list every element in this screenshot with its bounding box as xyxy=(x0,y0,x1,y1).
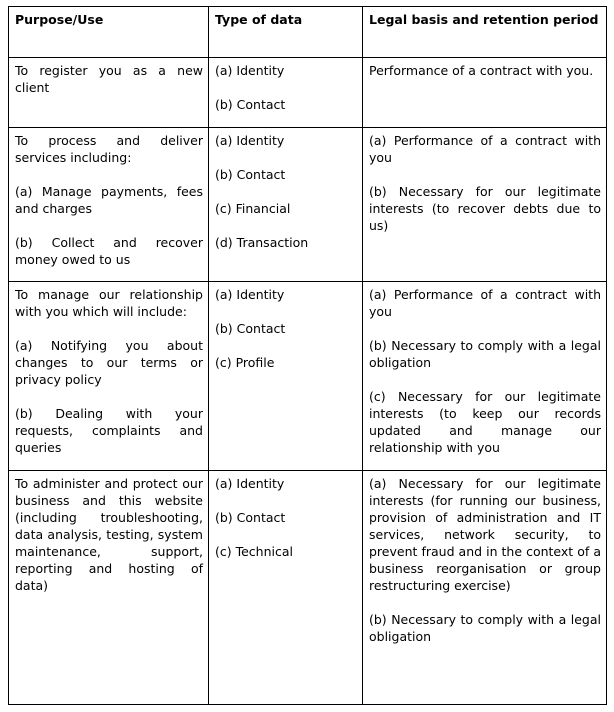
paragraph: (c) Profile xyxy=(215,355,275,370)
paragraph: (a) Performance of a contract with you xyxy=(369,133,601,165)
column-header-purpose: Purpose/Use xyxy=(9,7,209,58)
paragraph: (b) Dealing with your requests, complaints and queries xyxy=(15,406,203,455)
paragraph: (a) Notifying you about changes to our terms or privacy policy xyxy=(15,338,203,387)
cell-purpose xyxy=(9,128,209,282)
paragraph: To administer and protect our business and this website (including troubleshooting, data analysis, testing, system maintenance, support, reporting and hosting of data) xyxy=(15,476,203,593)
cell-legal-basis xyxy=(363,58,607,128)
paragraph: (a) Identity xyxy=(215,287,285,302)
table-row xyxy=(9,58,607,128)
paragraph: (c) Technical xyxy=(215,544,293,559)
cell-type-of-data xyxy=(209,282,363,471)
paragraph: (a) Manage payments, fees and charges xyxy=(15,184,203,216)
paragraph: (b) Contact xyxy=(215,167,286,182)
paragraph: (b) Contact xyxy=(215,97,286,112)
paragraph: To register you as a new client xyxy=(15,63,203,95)
paragraph: (b) Necessary to comply with a legal obligation xyxy=(369,612,601,644)
paragraph: (b) Contact xyxy=(215,510,286,525)
table-row xyxy=(9,128,607,282)
cell-purpose xyxy=(9,58,209,128)
paragraph: (c) Necessary for our legitimate interests (to keep our records updated and manage our relationship with you xyxy=(369,389,601,455)
data-processing-table xyxy=(8,6,607,705)
paragraph: (b) Necessary to comply with a legal obligation xyxy=(369,338,601,370)
paragraph: (b) Collect and recover money owed to us xyxy=(15,235,203,267)
column-header-legal-basis: Legal basis and retention period xyxy=(363,7,607,58)
cell-type-of-data xyxy=(209,471,363,705)
paragraph: To process and deliver services including: xyxy=(15,133,203,165)
paragraph: (a) Identity xyxy=(215,133,285,148)
cell-type-of-data xyxy=(209,58,363,128)
document-page xyxy=(0,6,614,712)
cell-legal-basis xyxy=(363,282,607,471)
paragraph: (b) Contact xyxy=(215,321,286,336)
paragraph: (a) Necessary for our legitimate interests (for running our business, provision of administration and IT services, network security, to prevent fraud and in the context of a business reorganisation or group restructuring exercise) xyxy=(369,476,601,593)
paragraph: (a) Identity xyxy=(215,63,285,78)
paragraph: (a) Performance of a contract with you xyxy=(369,287,601,319)
cell-purpose xyxy=(9,282,209,471)
table-header-row xyxy=(9,7,607,58)
column-header-type-of-data: Type of data xyxy=(209,7,363,58)
paragraph: Performance of a contract with you. xyxy=(369,63,594,78)
cell-legal-basis xyxy=(363,128,607,282)
paragraph: (d) Transaction xyxy=(215,235,309,250)
table-row xyxy=(9,282,607,471)
table-row xyxy=(9,471,607,705)
paragraph: (b) Necessary for our legitimate interests (to recover debts due to us) xyxy=(369,184,601,233)
paragraph: To manage our relationship with you which will include: xyxy=(15,287,203,319)
cell-type-of-data xyxy=(209,128,363,282)
paragraph: (a) Identity xyxy=(215,476,285,491)
cell-legal-basis xyxy=(363,471,607,705)
paragraph: (c) Financial xyxy=(215,201,291,216)
cell-purpose xyxy=(9,471,209,705)
